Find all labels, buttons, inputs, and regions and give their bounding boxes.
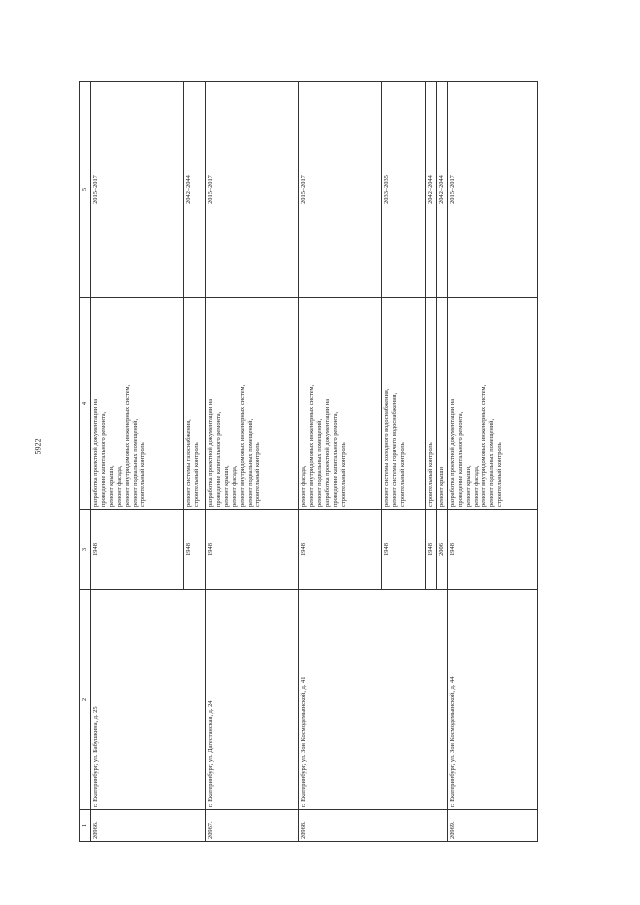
work-item: ремонт фасада,	[300, 465, 307, 507]
record-number: 20967.	[206, 810, 299, 842]
works-list	[426, 298, 437, 510]
record-number: 20968.	[299, 810, 448, 842]
rotated-table-wrapper	[79, 82, 531, 842]
repair-period: 2015–2017	[91, 82, 184, 298]
work-item: ремонт крыши	[437, 466, 445, 507]
work-item: строительный контроль	[192, 442, 200, 507]
work-item: разработка проектной документации на	[92, 398, 99, 507]
work-item: ремонт системы горячего водоснабжения,	[390, 392, 398, 507]
build-year: 1948	[299, 510, 382, 590]
work-item: ремонт внутридомовых инженерных систем,	[238, 384, 246, 507]
column-header-5: 5	[80, 82, 91, 298]
work-item: ремонт крыши,	[107, 465, 115, 507]
work-item: ремонт подвальных помещений,	[315, 418, 323, 507]
build-year: 1948	[447, 510, 537, 590]
repair-period: 2042–2044	[436, 82, 447, 298]
work-item: разработка проектной документации на	[448, 398, 456, 507]
header-row	[80, 82, 91, 842]
work-item: ремонт внутридомовых инженерных систем,	[123, 384, 131, 507]
work-item: ремонт фасада,	[230, 465, 238, 507]
column-header-1: 1	[80, 810, 91, 842]
table-row	[447, 82, 537, 842]
record-address: г. Екатеринбург, ул. Зои Космодемьянской, д. 41	[299, 590, 448, 810]
work-item: ремонт подвальных помещений,	[488, 418, 496, 507]
column-header-4: 4	[80, 298, 91, 510]
work-item: строительный контроль	[254, 442, 262, 507]
work-item: разработка проектной документации на	[207, 398, 214, 507]
work-item: строительный контроль	[496, 442, 504, 507]
record-number: 20969.	[447, 810, 537, 842]
work-item: ремонт фасада,	[472, 465, 480, 507]
build-year: 1948	[184, 510, 206, 590]
work-item: строительный контроль	[339, 442, 347, 507]
work-item: строительный контроль	[139, 442, 147, 507]
work-item: проведение капитального ремонта,	[214, 411, 222, 507]
record-address: г. Екатеринбург, ул. Зои Космодемьянской, д. 44	[447, 590, 537, 810]
work-item: проведение капитального ремонта,	[99, 411, 107, 507]
build-year: 1948	[426, 510, 437, 590]
works-list	[382, 298, 426, 510]
work-item: разработка проектной документации на	[323, 398, 331, 507]
works-list	[206, 298, 299, 510]
repair-schedule-table	[79, 81, 538, 842]
page-number: 5922	[33, 438, 43, 455]
build-year: 1948	[382, 510, 426, 590]
work-item: ремонт крыши,	[222, 465, 230, 507]
work-item: проведение капитального ремонта,	[456, 411, 464, 507]
build-year: 1948	[206, 510, 299, 590]
work-item: ремонт подвальных помещений,	[246, 418, 254, 507]
repair-period: 2015–2017	[299, 82, 382, 298]
table-row	[206, 82, 299, 842]
table-row	[299, 82, 382, 842]
work-item: строительный контроль	[427, 442, 434, 507]
repair-period: 2015–2017	[206, 82, 299, 298]
works-list	[447, 298, 537, 510]
works-list	[299, 298, 382, 510]
work-item: ремонт внутридомовых инженерных систем,	[480, 384, 488, 507]
work-item: ремонт фасада,	[115, 465, 123, 507]
column-header-3: 3	[80, 510, 91, 590]
works-list	[436, 298, 447, 510]
works-list	[184, 298, 206, 510]
work-item: ремонт внутридомовых инженерных систем,	[307, 384, 315, 507]
repair-period: 2033–2035	[382, 82, 426, 298]
build-year: 1948	[91, 510, 184, 590]
work-item: ремонт подвальных помещений,	[131, 418, 139, 507]
work-item: ремонт системы газоснабжения,	[185, 419, 192, 507]
record-number: 20966.	[91, 810, 206, 842]
record-address: г. Екатеринбург, ул. Дагестанская, д. 24	[206, 590, 299, 810]
repair-period: 2042–2044	[426, 82, 437, 298]
repair-period: 2042–2044	[184, 82, 206, 298]
build-year: 2006	[436, 510, 447, 590]
work-item: строительный контроль	[398, 442, 406, 507]
record-address: г. Екатеринбург, ул. Бабушкина, д. 25	[91, 590, 206, 810]
works-list	[91, 298, 184, 510]
work-item: ремонт крыши,	[464, 465, 472, 507]
column-header-2: 2	[80, 590, 91, 810]
work-item: ремонт системы холодного водоснабжения,	[383, 388, 390, 507]
work-item: проведение капитального ремонта,	[331, 411, 339, 507]
table-row	[91, 82, 184, 842]
repair-period: 2015–2017	[447, 82, 537, 298]
